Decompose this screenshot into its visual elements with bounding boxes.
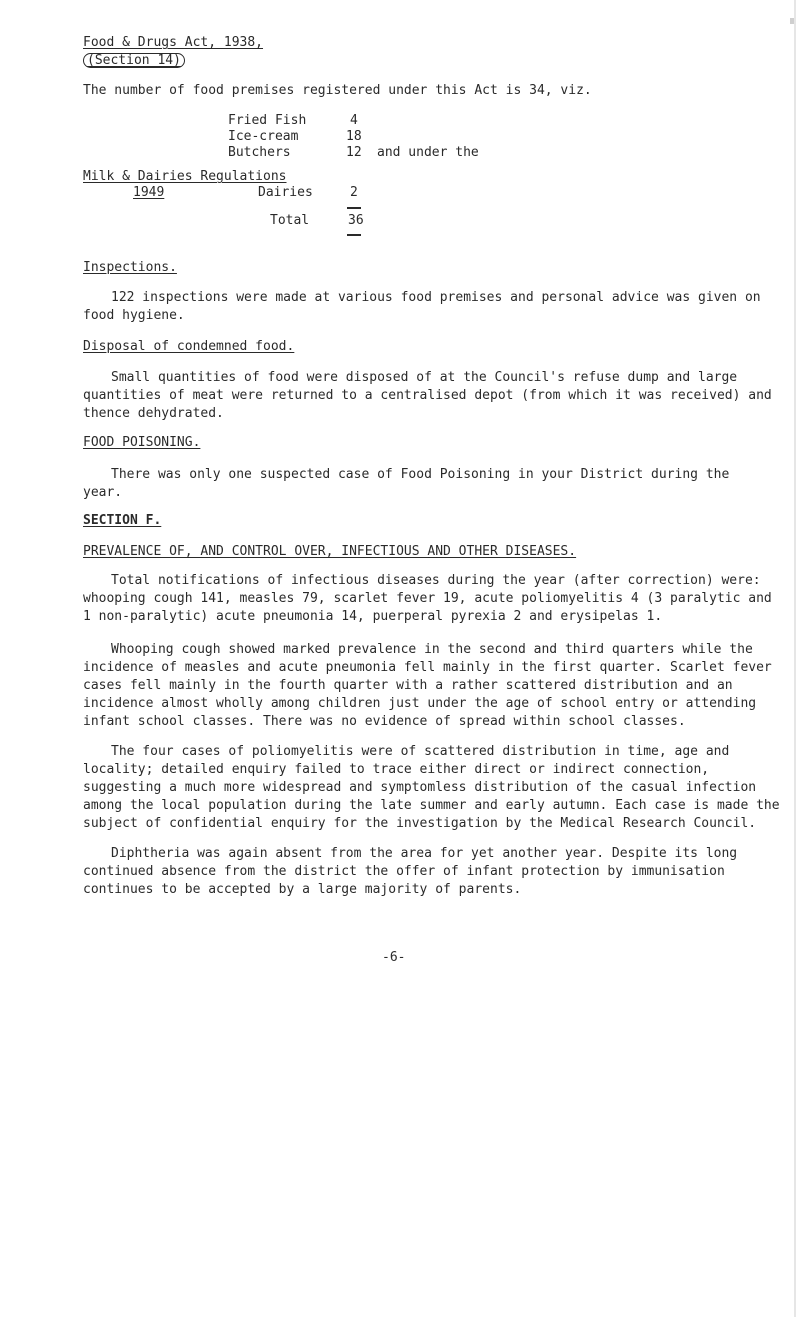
registration-intro: The number of food premises registered under this Act is 34, viz. (83, 83, 592, 98)
dairies-value: 2 (350, 185, 358, 200)
poliomyelitis-paragraph: The four cases of poliomyelitis were of scattered distribution in time, age and locality; detailed enquiry failed to trace either direct or indirect connection, suggesting a much more widespread and symptomless distribution of the casual infection among the local population during the late summer and early autumn. Each case is made the subject of confidential enquiry for the investigation by the Medical Research Council. (83, 744, 780, 831)
total-rule-top (347, 207, 361, 209)
row-label-ice-cream: Ice-cream (228, 129, 299, 144)
section-label: (Section 14) (83, 53, 185, 68)
food-poisoning-text: There was only one suspected case of Food Poisoning in your District during the year. (83, 467, 730, 500)
scan-speck (790, 18, 794, 24)
food-poisoning-heading: FOOD POISONING. (83, 435, 201, 450)
disposal-heading: Disposal of condemned food. (83, 339, 295, 354)
scan-margin-line (794, 0, 796, 1317)
dairies-label: Dairies (258, 185, 313, 200)
prevalence-paragraph: Whooping cough showed marked prevalence in the second and third quarters while the incidence of measles and acute pneumonia fell mainly in the first quarter. Scarlet fever cases fell mainly in the fourth quarter with a rather scattered distribution and an incidence almost wholly among children just under the age of school entry or attending infant school classes. There was no evidence of spread within school classes. (83, 642, 772, 729)
page-number: -6- (382, 950, 406, 965)
milk-heading: Milk & Dairies Regulations (83, 169, 287, 184)
total-value: 36 (348, 213, 364, 228)
total-label: Total (270, 213, 310, 228)
section-reference (83, 53, 185, 68)
inspections-text: 122 inspections were made at various food premises and personal advice was given on food hygiene. (83, 290, 761, 323)
row-suffix-butchers: and under the (377, 145, 479, 160)
disposal-text: Small quantities of food were disposed of at the Council's refuse dump and large quantities of meat were returned to a centralised depot (from which it was received) and thence dehydrated. (83, 370, 772, 421)
row-label-fried-fish: Fried Fish (228, 113, 307, 128)
act-title: Food & Drugs Act, 1938, (83, 35, 264, 50)
section-f-subheading: PREVALENCE OF, AND CONTROL OVER, INFECTIOUS AND OTHER DISEASES. (83, 544, 577, 559)
notifications-paragraph: Total notifications of infectious diseases during the year (after correction) were: whooping cough 141, measles 79, scarlet fever 19, acute poliomyelitis 4 (3 paralytic and 1 non-paralytic) acute pneumonia 14, puerperal pyrexia 2 and erysipelas 1. (83, 573, 772, 624)
row-value-butchers: 12 (346, 145, 362, 160)
section-f-heading: SECTION F. (83, 513, 162, 528)
milk-year: 1949 (133, 185, 165, 200)
row-value-fried-fish: 4 (350, 113, 358, 128)
row-label-butchers: Butchers (228, 145, 291, 160)
row-value-ice-cream: 18 (346, 129, 362, 144)
inspections-heading: Inspections. (83, 260, 177, 275)
diphtheria-paragraph: Diphtheria was again absent from the area for yet another year. Despite its long continued absence from the district the offer of infant protection by immunisation continues to be accepted by a large majority of parents. (83, 846, 738, 897)
total-rule-bottom (347, 234, 361, 236)
